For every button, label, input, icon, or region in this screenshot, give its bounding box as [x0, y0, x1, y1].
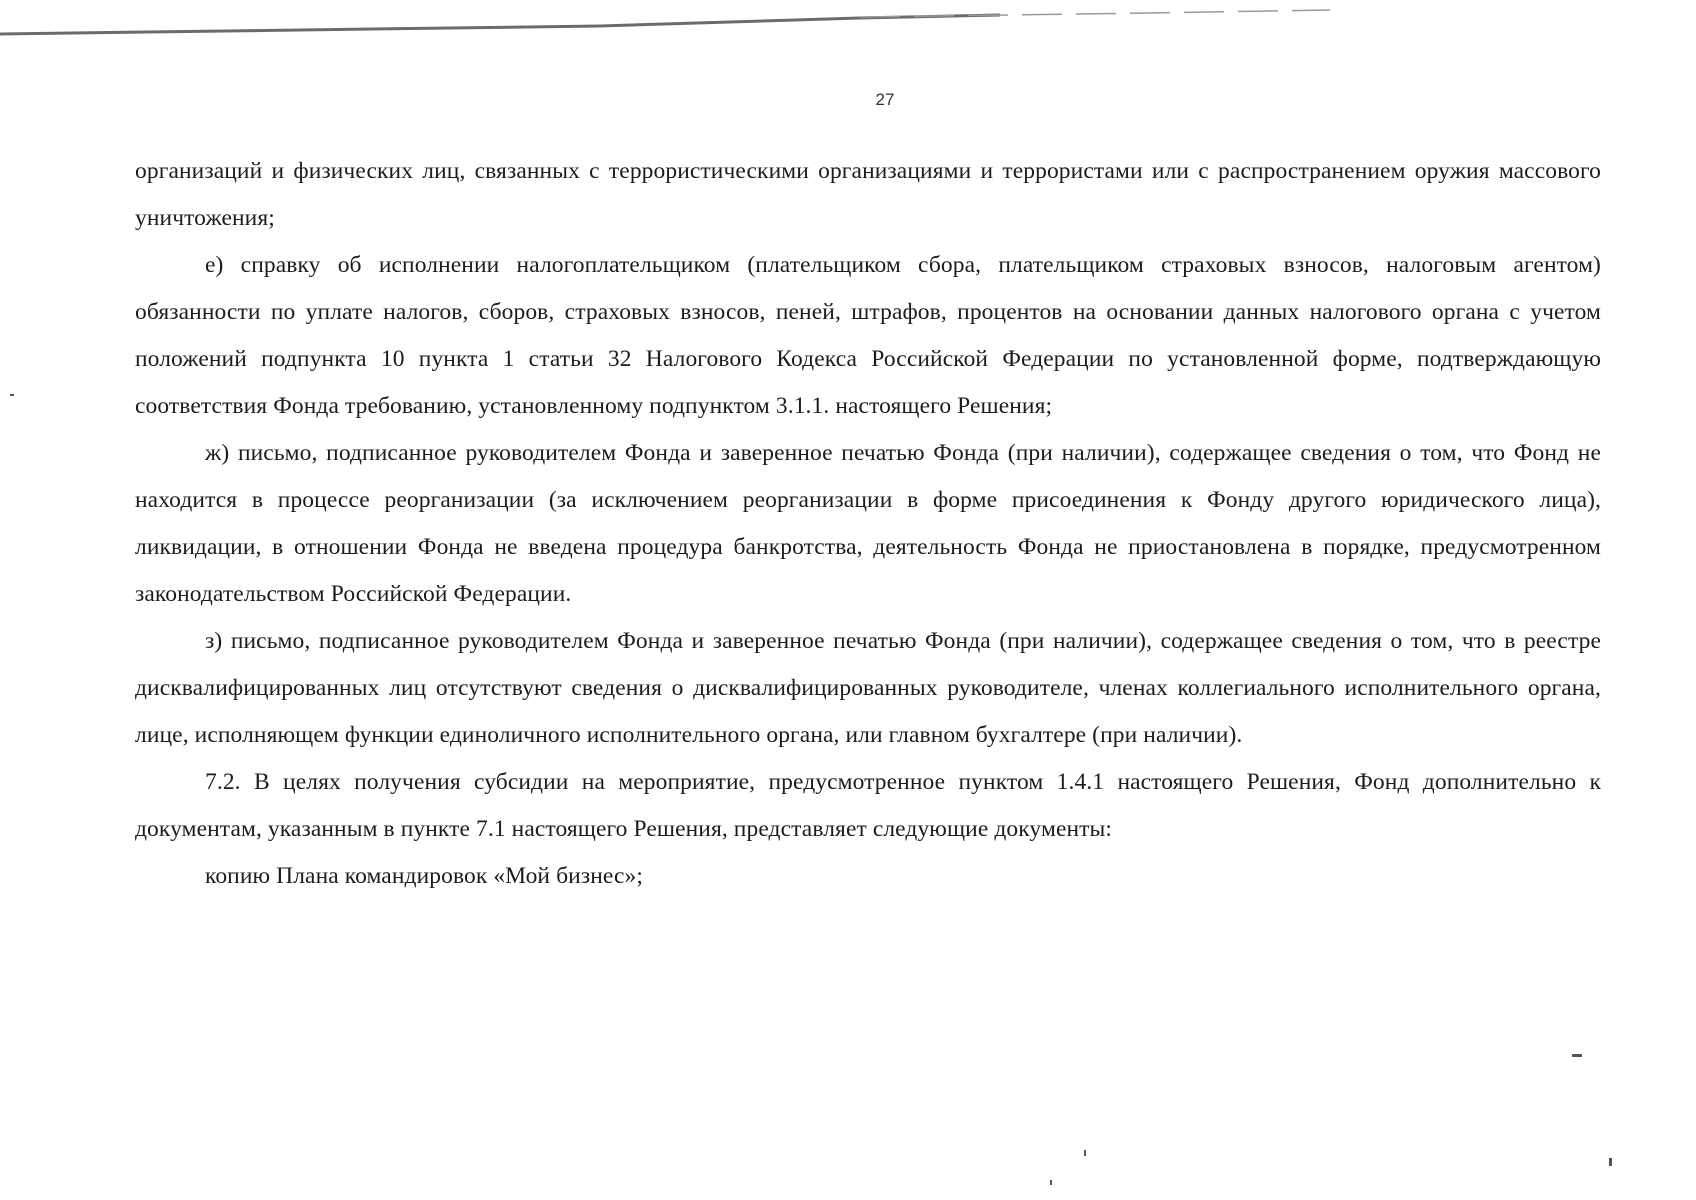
scan-speck — [1572, 1054, 1582, 1057]
paragraph-continuation: организаций и физических лиц, связанных с террористическими организациями и террористами или с распространением оружия массового уничтожения; — [135, 158, 1601, 231]
paragraph-item-z: з) письмо, подписанное руководителем Фонда и заверенное печатью Фонда (при наличии), содержащее сведения о том, что в реестре дисквалифицированных лиц отсутствуют сведения о дисквалифицированных руководителе, членах коллегиального исполнительного органа, лице, исполняющем функции единоличного исполнительного органа, или главном бухгалтере (при наличии). — [135, 628, 1601, 748]
scan-speck — [1084, 1150, 1086, 1156]
paragraph-plan-copy: копию Плана командировок «Мой бизнес»; — [205, 863, 643, 889]
scan-speck — [1050, 1180, 1052, 1185]
scan-speck — [1609, 1158, 1612, 1166]
scan-edge-line — [0, 0, 1696, 40]
document-body — [135, 148, 1601, 900]
paragraph-7-2: 7.2. В целях получения субсидии на мероприятие, предусмотренное пунктом 1.4.1 настоящего Решения, Фонд дополнительно к документам, указанным в пункте 7.1 настоящего Решения, представляет следующие документы: — [135, 769, 1601, 842]
paragraph-item-zh: ж) письмо, подписанное руководителем Фонда и заверенное печатью Фонда (при наличии), содержащее сведения о том, что Фонд не находится в процессе реорганизации (за исключением реорганизации в форме присоединения к Фонду другого юридического лица), ликвидации, в отношении Фонда не введена процедура банкротства, деятельность Фонда не приостановлена в порядке, предусмотренном законодательством Российской Федерации. — [135, 440, 1601, 607]
paragraph-item-e: е) справку об исполнении налогоплательщиком (плательщиком сбора, плательщиком страховых взносов, налоговым агентом) обязанности по уплате налогов, сборов, страховых взносов, пеней, штрафов, процентов на основании данных налогового органа с учетом положений подпункта 10 пункта 1 статьи 32 Налогового Кодекса Российской Федерации по установленной форме, подтверждающую соответствия Фонда требованию, установленному подпунктом 3.1.1. настоящего Решения; — [135, 252, 1601, 419]
page-number: 27 — [875, 90, 895, 109]
scan-speck — [10, 394, 14, 396]
